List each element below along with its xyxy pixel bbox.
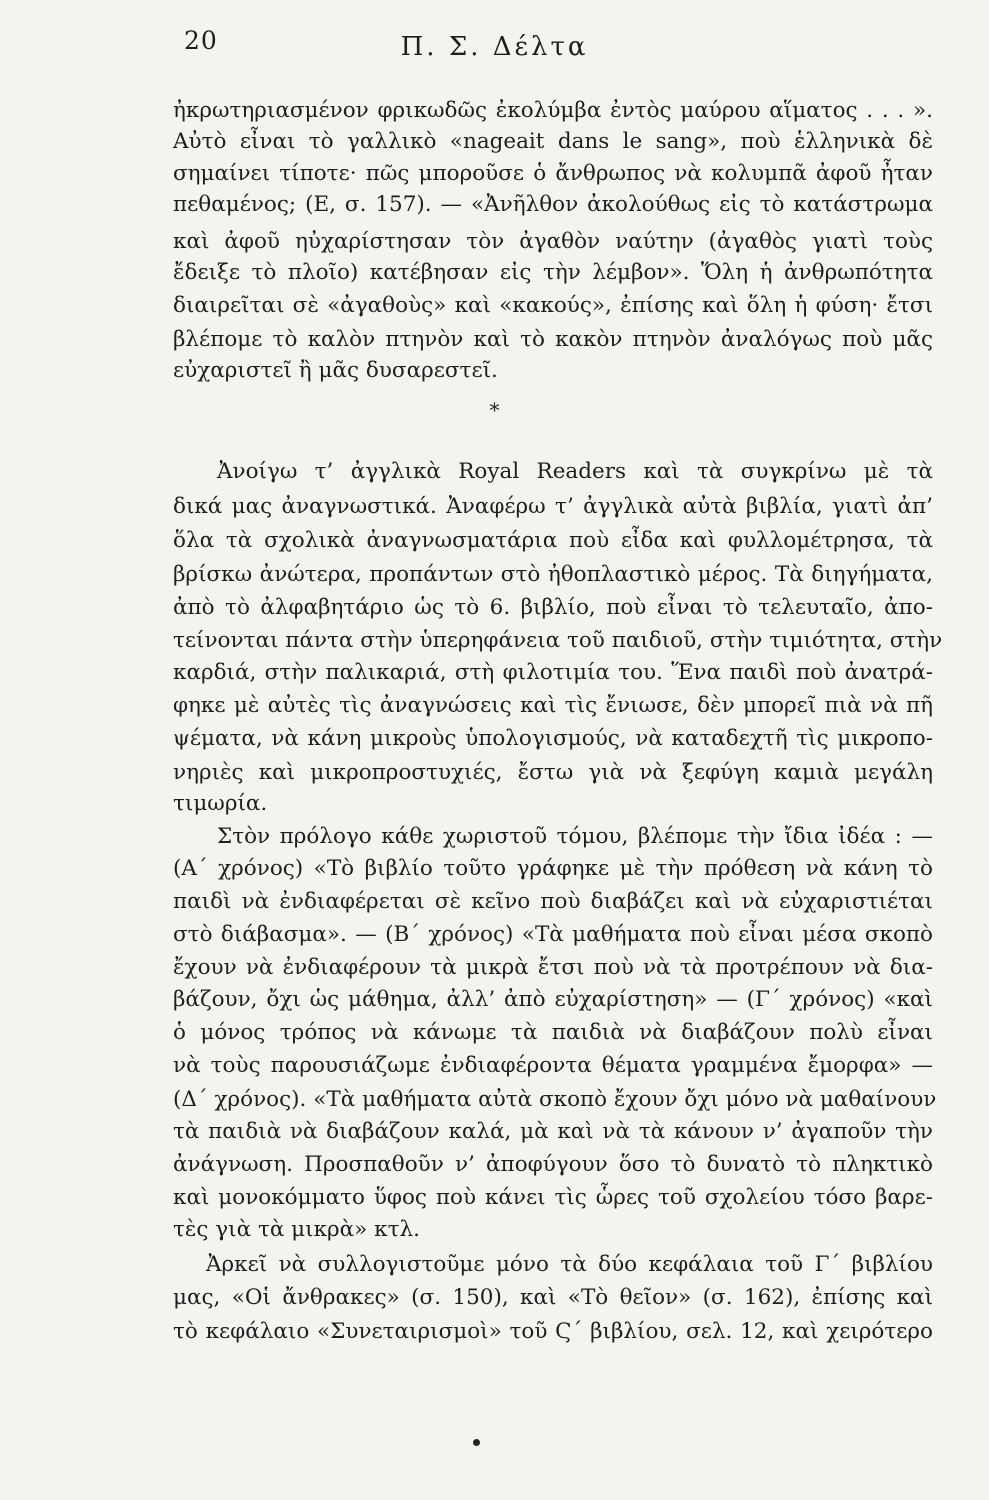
ink-dot (473, 1439, 480, 1446)
text-line: καὶ ἀφοῦ ηὐχαρίστησαν τὸν ἀγαθὸν ναύτην (ἀγαθὸς γιατὶ τοὺς (173, 229, 933, 254)
text-line: τιμωρία. (173, 791, 268, 816)
text-line: βλέπομε τὸ καλὸν πτηνὸν καὶ τὸ κακὸν πτηνὸν ἀναλόγως ποὺ μᾶς (173, 327, 933, 352)
text-line: ὁ μόνος τρόπος νὰ κάνωμε τὰ παιδιὰ νὰ διαβάζουν πολὺ εἶναι (173, 1020, 933, 1045)
section-separator: * (489, 398, 500, 422)
text-line: Αὐτὸ εἶναι τὸ γαλλικὸ «nageait dans le sang», ποὺ ἑλληνικὰ δὲ (173, 129, 933, 154)
text-line: Στὸν πρόλογο κάθε χωριστοῦ τόμου, βλέπομε τὴν ἴδια ἰδέα : — (217, 824, 933, 849)
text-line: ἠκρωτηριασμένον φρικωδῶς ἐκολύμβα ἐντὸς μαύρου αἵματος . . . ». (173, 98, 933, 123)
page-number: 20 (184, 26, 218, 55)
text-line: (Α΄ χρόνος) «Τὸ βιβλίο τοῦτο γράφηκε μὲ τὴν πρόθεση νὰ κάνη τὸ (173, 856, 933, 881)
text-line: βρίσκω ἀνώτερα, προπάντων στὸ ἠθοπλαστικὸ μέρος. Τὰ διηγήματα, (173, 562, 933, 587)
text-line: τὸ κεφάλαιο «Συνεταιρισμοὶ» τοῦ Ϛ΄ βιβλίου, σελ. 12, καὶ χειρότερο (173, 1319, 933, 1344)
text-line: ὅλα τὰ σχολικὰ ἀναγνωσματάρια ποὺ εἶδα καὶ φυλλομέτρησα, τὰ (173, 528, 933, 553)
text-line: βάζουν, ὄχι ὡς μάθημα, ἀλλ’ ἀπὸ εὐχαρίστηση» — (Γ΄ χρόνος) «καὶ (173, 987, 933, 1012)
text-line: τὰ παιδιὰ νὰ διαβάζουν καλά, μὰ καὶ νὰ τὰ κάνουν ν’ ἀγαποῦν τὴν (173, 1119, 933, 1144)
text-line: μας, «Οἱ ἄνθρακες» (σ. 150), καὶ «Τὸ θεῖον» (σ. 162), ἐπίσης καὶ (173, 1285, 933, 1310)
text-line: στὸ διάβασμα». — (Β΄ χρόνος) «Τὰ μαθήματα ποὺ εἶναι μέσα σκοπὸ (173, 922, 933, 947)
text-line: Ἀνοίγω τ’ ἀγγλικὰ Royal Readers καὶ τὰ συγκρίνω μὲ τὰ (217, 459, 933, 484)
text-line: (Δ΄ χρόνος). «Τὰ μαθήματα αὐτὰ σκοπὸ ἔχουν ὄχι μόνο νὰ μαθαίνουν (173, 1087, 937, 1112)
text-line: καὶ μονοκόμματο ὕφος ποὺ κάνει τὶς ὧρες τοῦ σχολείου τόσο βαρε- (173, 1185, 933, 1210)
running-title: Π. Σ. Δέλτα (400, 32, 589, 62)
text-line: τείνονται πάντα στὴν ὑπερηφάνεια τοῦ παιδιοῦ, στὴν τιμιότητα, στὴν (173, 628, 943, 653)
text-line: ἀνάγνωση. Προσπαθοῦν ν’ ἀποφύγουν ὅσο τὸ δυνατὸ τὸ πληκτικὸ (173, 1152, 933, 1177)
text-line: φηκε μὲ αὐτὲς τὶς ἀναγνώσεις καὶ τὶς ἔνιωσε, δὲν μπορεῖ πιὰ νὰ πῆ (173, 693, 933, 718)
text-line: ἔχουν νὰ ἐνδιαφέρουν τὰ μικρὰ ἔτσι ποὺ νὰ τὰ προτρέπουν νὰ δια- (173, 955, 933, 980)
text-line: δικά μας ἀναγνωστικά. Ἀναφέρω τ’ ἀγγλικὰ αὐτὰ βιβλία, γιατὶ ἀπ’ (173, 494, 933, 519)
text-line: ψέματα, νὰ κάνη μικροὺς ὑπολογισμούς, νὰ καταδεχτῆ τὶς μικροπο- (173, 726, 933, 751)
text-line: τὲς γιὰ τὰ μικρὰ» κτλ. (173, 1217, 420, 1242)
text-line: νὰ τοὺς παρουσιάζωμε ἐνδιαφέροντα θέματα γραμμένα ἔμορφα» — (173, 1053, 933, 1078)
text-line: νηριὲς καὶ μικροπροστυχιές, ἔστω γιὰ νὰ ξεφύγη καμιὰ μεγάλη (173, 760, 933, 785)
text-line: πεθαμένος; (Ε, σ. 157). — «Ἀνῆλθον ἀκολούθως εἰς τὸ κατάστρωμα (173, 192, 933, 217)
text-line: ἀπὸ τὸ ἀλφαβητάριο ὡς τὸ 6. βιβλίο, ποὺ εἶναι τὸ τελευταῖο, ἀπο- (173, 595, 933, 620)
text-line: σημαίνει τίποτε· πῶς μποροῦσε ὁ ἄνθρωπος νὰ κολυμπᾶ ἀφοῦ ἦταν (173, 161, 933, 186)
text-line: ἔδειξε τὸ πλοῖο) κατέβησαν εἰς τὴν λέμβον». Ὅλη ἡ ἀνθρωπότητα (173, 260, 933, 285)
text-line: παιδὶ νὰ ἐνδιαφέρεται σὲ κεῖνο ποὺ διαβάζει καὶ νὰ εὐχαριστιέται (173, 889, 933, 914)
text-line: Ἀρκεῖ νὰ συλλογιστοῦμε μόνο τὰ δύο κεφάλαια τοῦ Γ΄ βιβλίου (206, 1252, 933, 1277)
text-line: καρδιά, στὴν παλικαριά, στὴ φιλοτιμία του. Ἕνα παιδὶ ποὺ ἀνατρά- (173, 660, 933, 685)
text-line: εὐχαριστεῖ ἢ μᾶς δυσαρεστεῖ. (173, 358, 498, 383)
text-line: διαιρεῖται σὲ «ἀγαθοὺς» καὶ «κακούς», ἐπίσης καὶ ὅλη ἡ φύση· ἔτσι (173, 293, 933, 318)
